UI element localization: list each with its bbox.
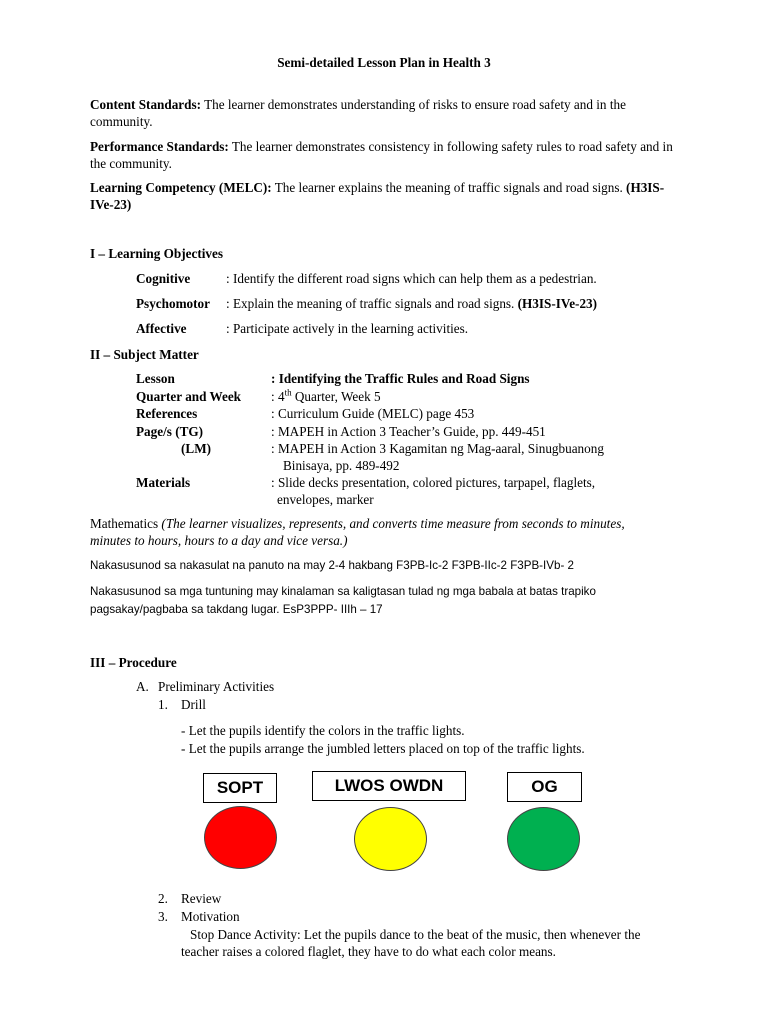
materials-text-1: : Slide decks presentation, colored pictures, tarpapel, flaglets, xyxy=(271,475,596,490)
tg-label: Page/s (TG) xyxy=(136,424,204,439)
materials-label: Materials xyxy=(136,475,191,490)
integration-line-2: Nakasusunod sa mga tuntuning may kinalaman sa kaligtasan tulad ng mga babala at batas trapiko pagsakay/pagbaba sa takdang lugar. EsP3PPP- IIIh – 17 xyxy=(90,585,596,616)
motivation-description: Stop Dance Activity: Let the pupils dance to the beat of the music, then whenever the teacher raises a colored flaglet, they have to do what each color means. xyxy=(181,927,641,959)
tg-text: : MAPEH in Action 3 Teacher’s Guide, pp. 449-451 xyxy=(271,424,546,439)
review-title: Review xyxy=(181,891,222,906)
lm-text-2: Binisaya, pp. 489-492 xyxy=(283,458,400,473)
performance-standards xyxy=(90,138,685,172)
cognitive-text: : Identify the different road signs which can help them as a pedestrian. xyxy=(226,271,597,286)
quarter-sup: th xyxy=(284,387,292,398)
yellow-traffic-light xyxy=(354,807,427,871)
performance-standards-label: Performance Standards: xyxy=(90,139,229,154)
mathematics-label: Mathematics xyxy=(90,516,159,531)
content-standards xyxy=(90,96,690,130)
motivation-number: 3. xyxy=(158,909,168,924)
references-label: References xyxy=(136,406,198,421)
cognitive-label: Cognitive xyxy=(136,271,191,286)
jumbled-word-3: OG xyxy=(507,772,582,802)
learning-competency-text: The learner explains the meaning of traffic signals and road signs. xyxy=(271,180,627,195)
learning-competency-label: Learning Competency (MELC): xyxy=(90,180,272,195)
quarter-label: Quarter and Week xyxy=(136,389,242,404)
jumbled-word-2: LWOS OWDN xyxy=(312,771,466,801)
green-traffic-light xyxy=(507,807,580,871)
quarter-rest: Quarter, Week 5 xyxy=(291,389,381,404)
quarter-prefix: : 4 xyxy=(271,389,285,404)
psychomotor-line xyxy=(226,295,597,312)
page-title: Semi-detailed Lesson Plan in Health 3 xyxy=(277,55,491,70)
procedure-heading: III – Procedure xyxy=(90,655,177,670)
content-standards-text: The learner demonstrates understanding of risks to ensure road safety and in the community. xyxy=(90,97,626,129)
preliminary-number: A. xyxy=(136,679,149,694)
quarter-text xyxy=(271,388,381,405)
performance-standards-text: The learner demonstrates consistency in following safety rules to road safety and in the community. xyxy=(90,139,673,171)
red-traffic-light xyxy=(204,806,277,869)
learning-competency xyxy=(90,179,670,213)
psychomotor-code: (H3IS-IVe-23) xyxy=(517,296,598,311)
jumbled-word-1: SOPT xyxy=(203,773,277,803)
content-standards-label: Content Standards: xyxy=(90,97,202,112)
affective-label: Affective xyxy=(136,321,187,336)
affective-text: : Participate actively in the learning activities. xyxy=(226,321,469,336)
preliminary-title: Preliminary Activities xyxy=(158,679,275,694)
integration-line-1: Nakasusunod sa nakasulat na panuto na may 2-4 hakbang F3PB-Ic-2 F3PB-IIc-2 F3PB-IVb- 2 xyxy=(90,559,574,572)
drill-title: Drill xyxy=(181,697,206,712)
lm-text-1: : MAPEH in Action 3 Kagamitan ng Mag-aaral, Sinugbuanong xyxy=(271,441,604,456)
objectives-heading: I – Learning Objectives xyxy=(90,246,223,261)
psychomotor-text: : Explain the meaning of traffic signals and road signs. xyxy=(226,296,518,311)
lm-label: (LM) xyxy=(181,441,212,456)
learning-competency-code: (H3IS-IVe-23) xyxy=(90,180,665,212)
motivation-title: Motivation xyxy=(181,909,240,924)
references-text: : Curriculum Guide (MELC) page 453 xyxy=(271,406,475,421)
review-number: 2. xyxy=(158,891,168,906)
drill-item-1: - Let the pupils identify the colors in the traffic lights. xyxy=(181,723,465,738)
lesson-text: : Identifying the Traffic Rules and Road Signs xyxy=(271,371,530,386)
psychomotor-label: Psychomotor xyxy=(136,296,210,311)
drill-number: 1. xyxy=(158,697,168,712)
subject-matter-heading: II – Subject Matter xyxy=(90,347,199,362)
mathematics-text: (The learner visualizes, represents, and converts time measure from seconds to minutes, minutes to hours, hours to a day and vice versa.) xyxy=(90,516,625,548)
lesson-label: Lesson xyxy=(136,371,175,386)
mathematics-integration xyxy=(90,515,660,549)
materials-text-2: envelopes, marker xyxy=(277,492,374,507)
drill-item-2: - Let the pupils arrange the jumbled letters placed on top of the traffic lights. xyxy=(181,741,585,756)
